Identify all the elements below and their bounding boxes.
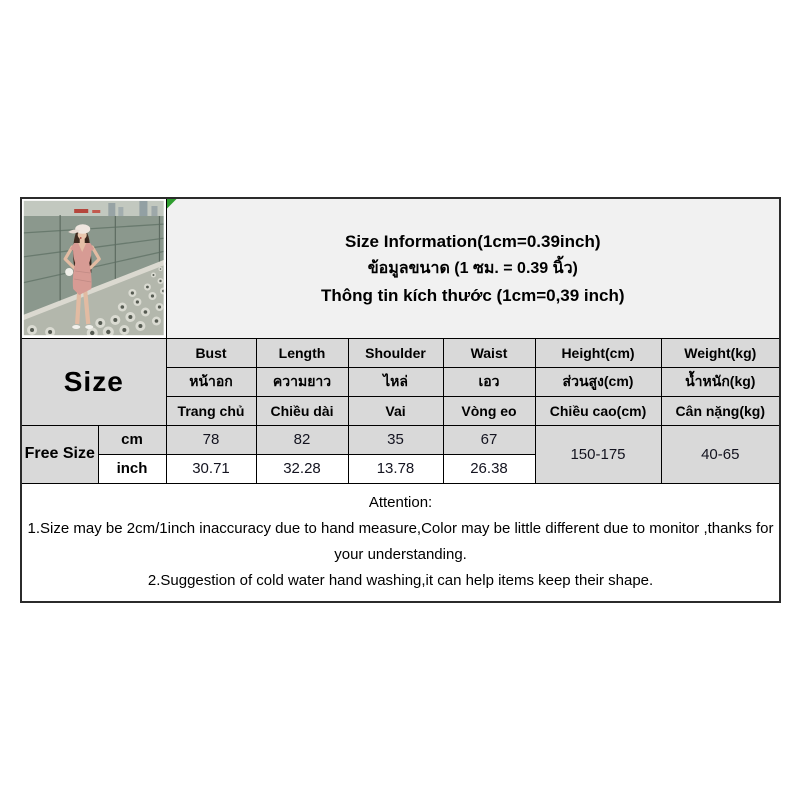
column-header-shoulder-vi: Vai <box>348 396 443 425</box>
value-shoulder-cm: 35 <box>348 425 443 454</box>
attention-heading: Attention: <box>368 494 433 512</box>
size-chart-table <box>20 197 781 603</box>
title-thai: ข้อมูลขนาด (1 ซม. = 0.39 นิ้ว) <box>367 259 578 277</box>
column-header-shoulder-en: Shoulder <box>348 338 443 367</box>
value-length-inch: 32.28 <box>256 454 348 483</box>
column-header-shoulder-th: ไหล่ <box>348 367 443 396</box>
column-header-weight-th: น้ำหนัก(kg) <box>661 367 780 396</box>
value-waist-inch: 26.38 <box>443 454 535 483</box>
column-header-waist-en: Waist <box>443 338 535 367</box>
column-header-bust-th: หน้าอก <box>166 367 256 396</box>
value-length-cm: 82 <box>256 425 348 454</box>
cell-flag-icon <box>167 199 177 209</box>
column-header-bust-en: Bust <box>166 338 256 367</box>
column-header-length-vi: Chiều dài <box>256 396 348 425</box>
value-shoulder-inch: 13.78 <box>348 454 443 483</box>
value-weight-range: 40-65 <box>661 425 780 483</box>
column-header-height-th: ส่วนสูง(cm) <box>535 367 661 396</box>
column-header-weight-vi: Cân nặng(kg) <box>661 396 780 425</box>
attention-note-cell <box>21 483 780 602</box>
value-waist-cm: 67 <box>443 425 535 454</box>
column-header-length-en: Length <box>256 338 348 367</box>
column-header-weight-en: Weight(kg) <box>661 338 780 367</box>
size-header-label: Size <box>21 338 166 425</box>
column-header-bust-vi: Trang chủ <box>166 396 256 425</box>
attention-note-1: 1.Size may be 2cm/1inch inaccuracy due to hand measure,Color may be little different due to monitor ,thanks for your understanding. <box>27 520 774 564</box>
value-bust-inch: 30.71 <box>166 454 256 483</box>
column-header-waist-th: เอว <box>443 367 535 396</box>
free-size-label: Free Size <box>21 425 98 483</box>
title-vietnamese: Thông tin kích thước (1cm=0,39 inch) <box>321 285 625 305</box>
size-info-title-cell <box>166 198 780 338</box>
value-height-range: 150-175 <box>535 425 661 483</box>
attention-note-2: 2.Suggestion of cold water hand washing,it can help items keep their shape. <box>147 572 654 590</box>
value-bust-cm: 78 <box>166 425 256 454</box>
title-english: Size Information(1cm=0.39inch) <box>345 231 601 251</box>
product-photo <box>21 198 166 338</box>
column-header-length-th: ความยาว <box>256 367 348 396</box>
product-photo-illustration <box>22 199 166 337</box>
column-header-height-vi: Chiều cao(cm) <box>535 396 661 425</box>
unit-label-cm: cm <box>98 425 166 454</box>
column-header-waist-vi: Vòng eo <box>443 396 535 425</box>
column-header-height-en: Height(cm) <box>535 338 661 367</box>
unit-label-inch: inch <box>98 454 166 483</box>
